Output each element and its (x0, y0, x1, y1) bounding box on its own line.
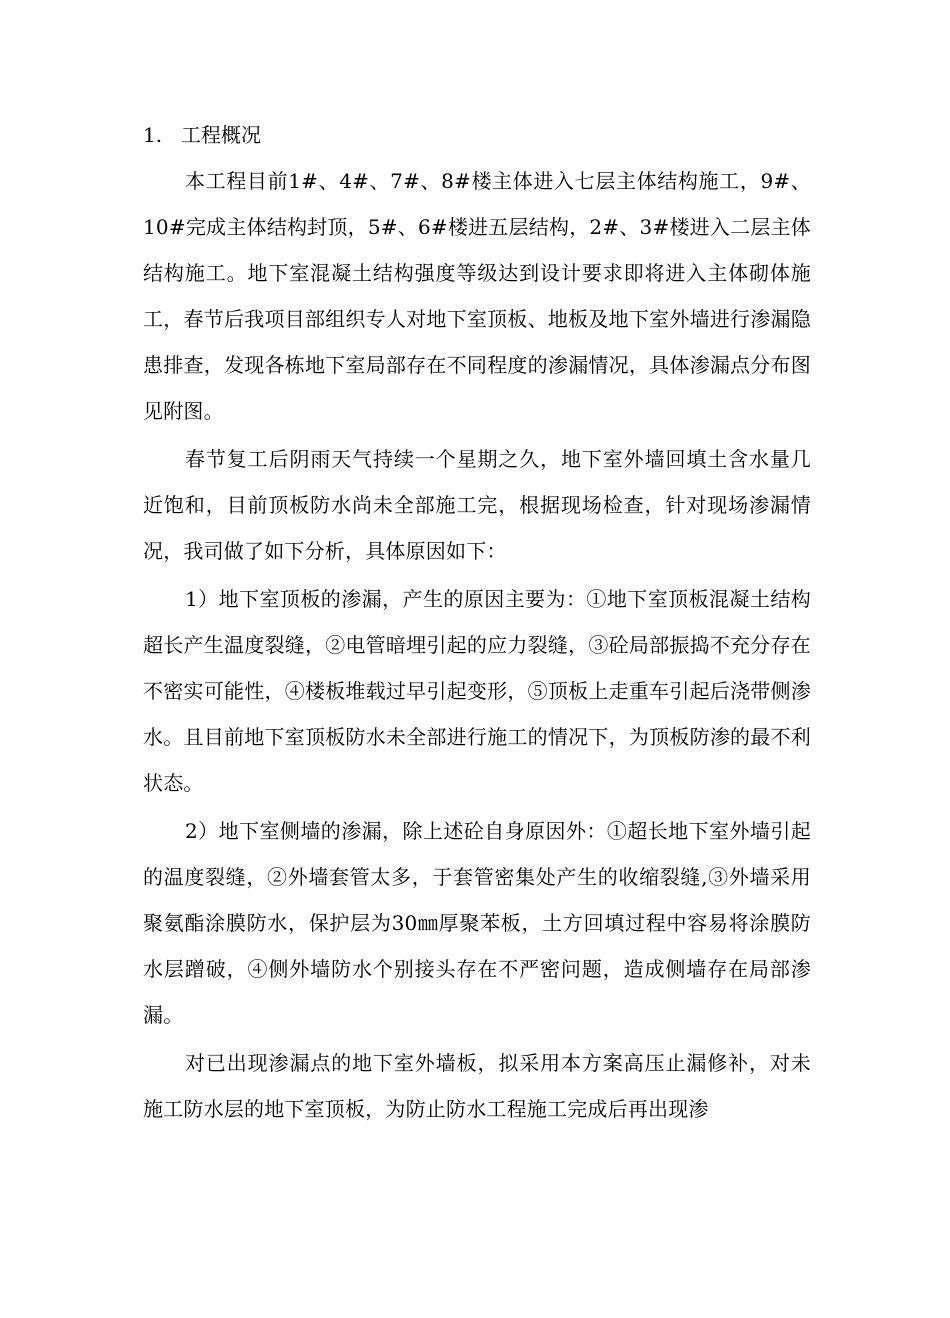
paragraph-roof-slab-leakage: 1）地下室顶板的渗漏，产生的原因主要为：①地下室顶板混凝土结构超长产生温度裂缝，②电管暗埋引起的应力裂缝，③砼局部振捣不充分存在不密实可能性，④楼板堆载过早引起变形，⑤顶板上走重车引起后浇带侧渗水。且目前地下室顶板防水未全部进行施工的情况下，为顶板防渗的最不利状态。 (143, 587, 811, 795)
section-number: 1. (143, 123, 163, 147)
section-heading (143, 112, 811, 158)
paragraph-repair-plan: 对已出现渗漏点的地下室外墙板，拟采用本方案高压止漏修补，对未施工防水层的地下室顶板，为防止防水工程施工完成后再出现渗 (143, 1051, 811, 1121)
section-title: 工程概况 (181, 123, 261, 147)
paragraph-weather-analysis: 春节复工后阴雨天气持续一个星期之久，地下室外墙回填土含水量几近饱和，目前顶板防水尚未全部施工完，根据现场检查，针对现场渗漏情况，我司做了如下分析，具体原因如下： (143, 447, 811, 563)
document-body (143, 112, 811, 1134)
paragraph-project-status: 本工程目前1#、4#、7#、8#楼主体进入七层主体结构施工，9#、10#完成主体结构封顶，5#、6#楼进五层结构，2#、3#楼进入二层主体结构施工。地下室混凝土结构强度等级达到设计要求即将进入主体砌体施工，春节后我项目部组织专人对地下室顶板、地板及地下室外墙进行渗漏隐患排查，发现各栋地下室局部存在不同程度的渗漏情况，具体渗漏点分布图见附图。 (143, 169, 811, 423)
paragraph-side-wall-leakage: 2）地下室侧墙的渗漏，除上述砼自身原因外：①超长地下室外墙引起的温度裂缝，②外墙套管太多，于套管密集处产生的收缩裂缝,③外墙采用聚氨酯涂膜防水，保护层为30㎜厚聚苯板，土方回填过程中容易将涂膜防水层蹭破，④侧外墙防水个别接头存在不严密问题，造成侧墙存在局部渗漏。 (143, 819, 811, 1027)
